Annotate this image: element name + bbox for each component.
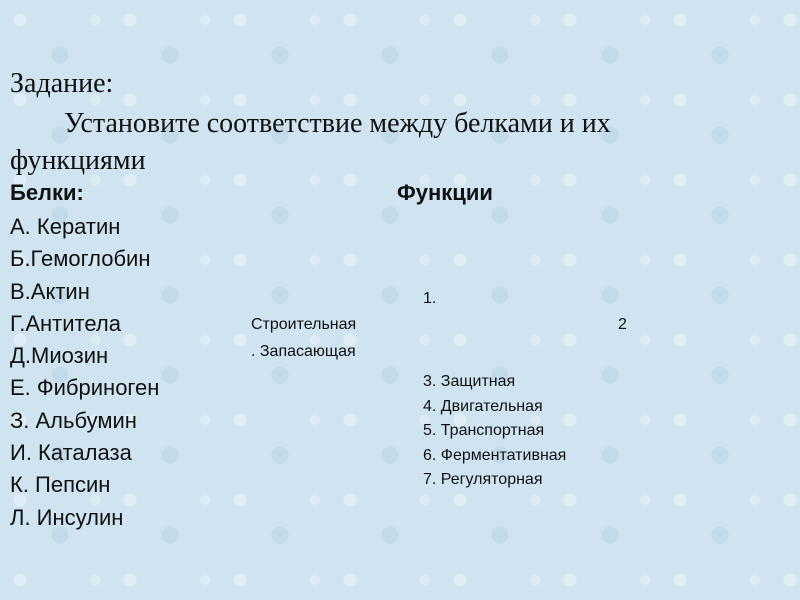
task-instruction-line1: Установите соответствие между белками и их bbox=[64, 108, 611, 139]
protein-item: З. Альбумин bbox=[10, 407, 137, 433]
protein-item: Е. Фибриноген bbox=[10, 375, 160, 401]
protein-item: Б.Гемоглобин bbox=[10, 246, 151, 272]
protein-item: Д.Миозин bbox=[10, 343, 109, 369]
proteins-header: Белки: bbox=[10, 180, 84, 205]
function-list bbox=[423, 370, 566, 493]
function-2-number: 2 bbox=[618, 316, 627, 333]
function-1-text: Строительная bbox=[251, 316, 357, 333]
function-1-number: 1. bbox=[423, 290, 437, 307]
function-2-text: . Запасающая bbox=[251, 343, 356, 360]
function-item: 7. Регуляторная bbox=[423, 471, 543, 488]
function-item: 6. Ферментативная bbox=[423, 446, 567, 464]
protein-item: Л. Инсулин bbox=[10, 504, 124, 530]
task-label: Задание: bbox=[10, 68, 114, 99]
task-instruction-line2: функциями bbox=[10, 145, 146, 176]
protein-item: И. Каталаза bbox=[10, 440, 132, 466]
function-item: 4. Двигательная bbox=[423, 397, 543, 415]
protein-item: А. Кератин bbox=[10, 214, 121, 239]
functions-header: Функции bbox=[397, 180, 493, 205]
function-item: 5. Транспортная bbox=[423, 422, 545, 439]
function-item: 3. Защитная bbox=[423, 373, 516, 390]
protein-item: Г.Антитела bbox=[10, 310, 121, 336]
protein-item: К. Пепсин bbox=[10, 472, 111, 498]
protein-list bbox=[10, 211, 159, 534]
protein-item: В.Актин bbox=[10, 278, 90, 304]
